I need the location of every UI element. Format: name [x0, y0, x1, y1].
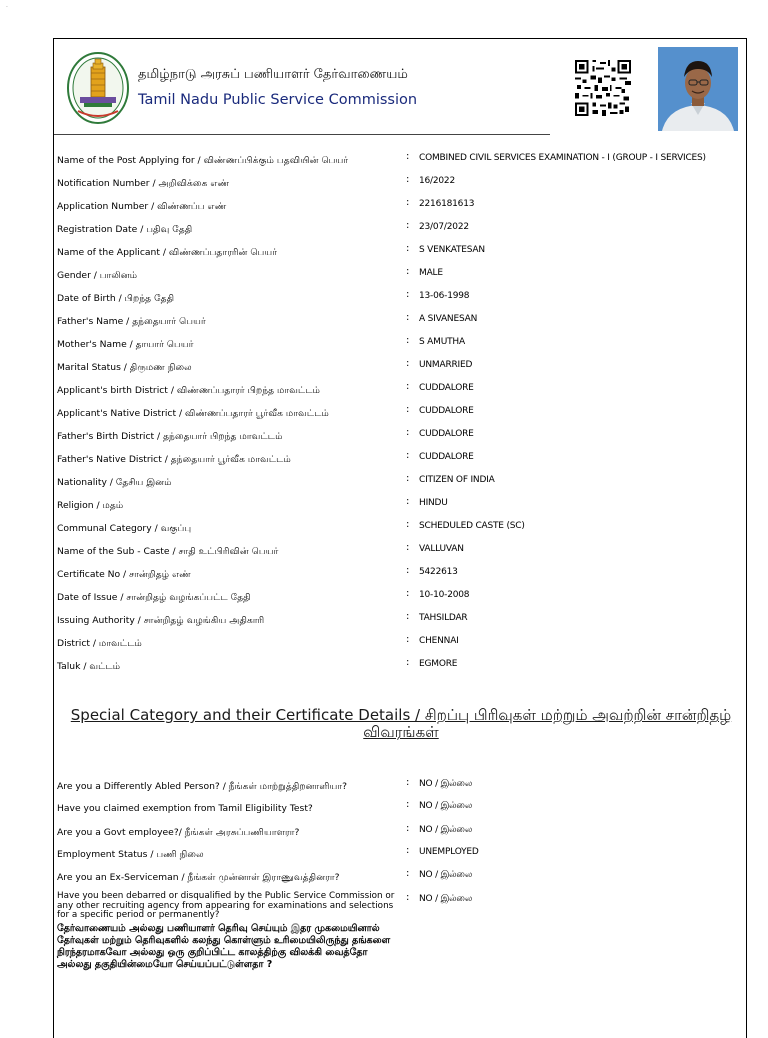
special-label: Are you an Ex-Serviceman / நீங்கள் முன்னாள் இராணுவத்தினரா?	[57, 872, 340, 883]
detail-row	[57, 245, 747, 267]
detail-label: Certificate No / சான்றிதழ் எண்	[57, 569, 191, 580]
detail-value: EGMORE	[419, 659, 458, 669]
header-divider	[54, 134, 550, 135]
detail-row	[57, 360, 747, 382]
detail-row	[57, 153, 747, 175]
detail-row	[57, 406, 747, 428]
special-value: NO / இல்லை	[419, 801, 473, 811]
special-label: Have you claimed exemption from Tamil Eligibility Test?	[57, 803, 313, 814]
colon: :	[406, 565, 410, 576]
colon: :	[406, 473, 410, 484]
detail-row	[57, 544, 747, 566]
detail-value: SCHEDULED CASTE (SC)	[419, 521, 525, 531]
colon: :	[406, 289, 410, 300]
application-sheet	[53, 38, 747, 1038]
detail-label: Father's Native District / தந்தையார் பூர்வீக மாவட்டம்	[57, 454, 291, 465]
detail-label: Marital Status / திருமண நிலை	[57, 362, 192, 373]
detail-value: CUDDALORE	[419, 383, 474, 393]
detail-row	[57, 452, 747, 474]
detail-value: COMBINED CIVIL SERVICES EXAMINATION - I (GROUP - I SERVICES)	[419, 153, 706, 163]
detail-label: District / மாவட்டம்	[57, 638, 142, 649]
detail-value: 23/07/2022	[419, 222, 469, 232]
detail-row	[57, 429, 747, 451]
colon: :	[406, 519, 410, 530]
special-label: Employment Status / பணி நிலை	[57, 849, 204, 860]
detail-label: Father's Name / தந்தையார் பெயர்	[57, 316, 206, 327]
detail-value: CUDDALORE	[419, 452, 474, 462]
debarred-value: NO / இல்லை	[419, 894, 473, 904]
detail-row	[57, 199, 747, 221]
detail-label: Notification Number / அறிவிக்கை எண்	[57, 178, 230, 189]
detail-value: 5422613	[419, 567, 458, 577]
special-value: NO / இல்லை	[419, 870, 473, 880]
tn-emblem-icon	[66, 51, 130, 125]
special-row	[57, 779, 747, 801]
debarred-question-english: Have you been debarred or disqualified by the Public Service Commission or any other recruiting agency from appearing for examinations and selections for a specific period or permanently?	[57, 891, 395, 921]
qr-code-icon	[575, 60, 631, 116]
detail-label: Name of the Post Applying for / விண்ணப்பிக்கும் பதவியின் பெயர்	[57, 155, 349, 166]
detail-label: Mother's Name / தாயார் பெயர்	[57, 339, 194, 350]
colon: :	[406, 174, 410, 185]
colon: :	[406, 823, 410, 834]
colon: :	[406, 845, 410, 856]
special-label: Are you a Govt employee?/ நீங்கள் அரசுப்பணியாளரா?	[57, 827, 300, 838]
colon: :	[406, 777, 410, 788]
detail-label: Registration Date / பதிவு தேதி	[57, 224, 193, 235]
detail-label: Father's Birth District / தந்தையார் பிறந்த மாவட்டம்	[57, 431, 283, 442]
detail-label: Name of the Applicant / விண்ணப்பதாரரின் பெயர்	[57, 247, 278, 258]
applicant-photo	[658, 47, 738, 131]
debarred-question-tamil: தேர்வாணையம் அல்லது பணியாளர் தெரிவு செய்யும் இதர முகமையினால் தேர்வுகள் மற்றும் தெரிவுகளில் கலந்து கொள்ளும் உரிமையிலிருந்து தங்களை நிரந்தரமாகவோ அல்லது ஒரு குறிப்பிட்ட காலத்திற்கு விலக்கி வைத்தோ அல்லது தகுதியின்மையோ செய்யப்பட்டுள்ளதா ?	[57, 922, 391, 970]
colon: :	[406, 611, 410, 622]
detail-row	[57, 613, 747, 635]
detail-value: HINDU	[419, 498, 448, 508]
detail-row	[57, 498, 747, 520]
special-value: UNEMPLOYED	[419, 847, 479, 857]
corner-mark: ·	[6, 4, 8, 11]
detail-row	[57, 659, 747, 681]
detail-label: Taluk / வட்டம்	[57, 661, 121, 672]
colon: :	[406, 312, 410, 323]
detail-value: S VENKATESAN	[419, 245, 485, 255]
colon: :	[406, 151, 410, 162]
detail-label: Communal Category / வகுப்பு	[57, 523, 192, 534]
colon: :	[406, 358, 410, 369]
special-row	[57, 801, 747, 823]
special-row	[57, 870, 747, 892]
detail-row	[57, 337, 747, 359]
detail-row	[57, 176, 747, 198]
detail-label: Date of Birth / பிறந்த தேதி	[57, 293, 175, 304]
colon: :	[406, 868, 410, 879]
detail-value: MALE	[419, 268, 443, 278]
colon: :	[406, 197, 410, 208]
detail-row	[57, 521, 747, 543]
special-row	[57, 847, 747, 869]
special-value: NO / இல்லை	[419, 779, 473, 789]
detail-value: CUDDALORE	[419, 429, 474, 439]
debarred-row	[57, 894, 747, 916]
detail-row	[57, 475, 747, 497]
detail-value: VALLUVAN	[419, 544, 464, 554]
header	[54, 39, 748, 135]
colon: :	[406, 799, 410, 810]
detail-label: Applicant's Native District / விண்ணப்பதாரர் பூர்வீக மாவட்டம்	[57, 408, 329, 419]
special-label: Are you a Differently Abled Person? / நீங்கள் மாற்றுத்திறனாளியா?	[57, 781, 348, 792]
detail-label: Date of Issue / சான்றிதழ் வழங்கப்பட்ட தேதி	[57, 592, 251, 603]
special-value: NO / இல்லை	[419, 825, 473, 835]
detail-value: CUDDALORE	[419, 406, 474, 416]
detail-value: 13-06-1998	[419, 291, 470, 301]
colon: :	[406, 266, 410, 277]
colon: :	[406, 892, 410, 903]
detail-row	[57, 314, 747, 336]
detail-value: A SIVANESAN	[419, 314, 478, 324]
detail-label: Gender / பாலினம்	[57, 270, 138, 281]
detail-value: 2216181613	[419, 199, 475, 209]
colon: :	[406, 381, 410, 392]
detail-label: Issuing Authority / சான்றிதழ் வழங்கிய அதிகாரி	[57, 615, 265, 626]
colon: :	[406, 404, 410, 415]
colon: :	[406, 427, 410, 438]
detail-row	[57, 268, 747, 290]
detail-row	[57, 291, 747, 313]
colon: :	[406, 243, 410, 254]
colon: :	[406, 634, 410, 645]
colon: :	[406, 657, 410, 668]
colon: :	[406, 588, 410, 599]
detail-row	[57, 567, 747, 589]
colon: :	[406, 335, 410, 346]
special-category-title: Special Category and their Certificate Details / சிறப்பு பிரிவுகள் மற்றும் அவற்றின் சான்றிதழ் விவரங்கள்	[70, 706, 732, 741]
org-name-english: Tamil Nadu Public Service Commission	[138, 92, 418, 108]
detail-label: Name of the Sub - Caste / சாதி உட்பிரிவின் பெயர்	[57, 546, 279, 557]
detail-value: CHENNAI	[419, 636, 459, 646]
detail-label: Applicant's birth District / விண்ணப்பதாரர் பிறந்த மாவட்டம்	[57, 385, 321, 396]
special-row	[57, 825, 747, 847]
colon: :	[406, 450, 410, 461]
detail-value: TAHSILDAR	[419, 613, 468, 623]
colon: :	[406, 542, 410, 553]
detail-label: Religion / மதம்	[57, 500, 124, 511]
colon: :	[406, 496, 410, 507]
detail-value: CITIZEN OF INDIA	[419, 475, 495, 485]
colon: :	[406, 220, 410, 231]
detail-value: 10-10-2008	[419, 590, 470, 600]
detail-label: Nationality / தேசிய இனம்	[57, 477, 172, 488]
detail-value: 16/2022	[419, 176, 455, 186]
detail-row	[57, 222, 747, 244]
detail-value: UNMARRIED	[419, 360, 473, 370]
detail-label: Application Number / விண்ணப்ப எண்	[57, 201, 227, 212]
detail-value: S AMUTHA	[419, 337, 465, 347]
detail-row	[57, 636, 747, 658]
detail-row	[57, 383, 747, 405]
detail-row	[57, 590, 747, 612]
org-name-tamil: தமிழ்நாடு அரசுப் பணியாளர் தேர்வாணையம்	[138, 67, 408, 82]
